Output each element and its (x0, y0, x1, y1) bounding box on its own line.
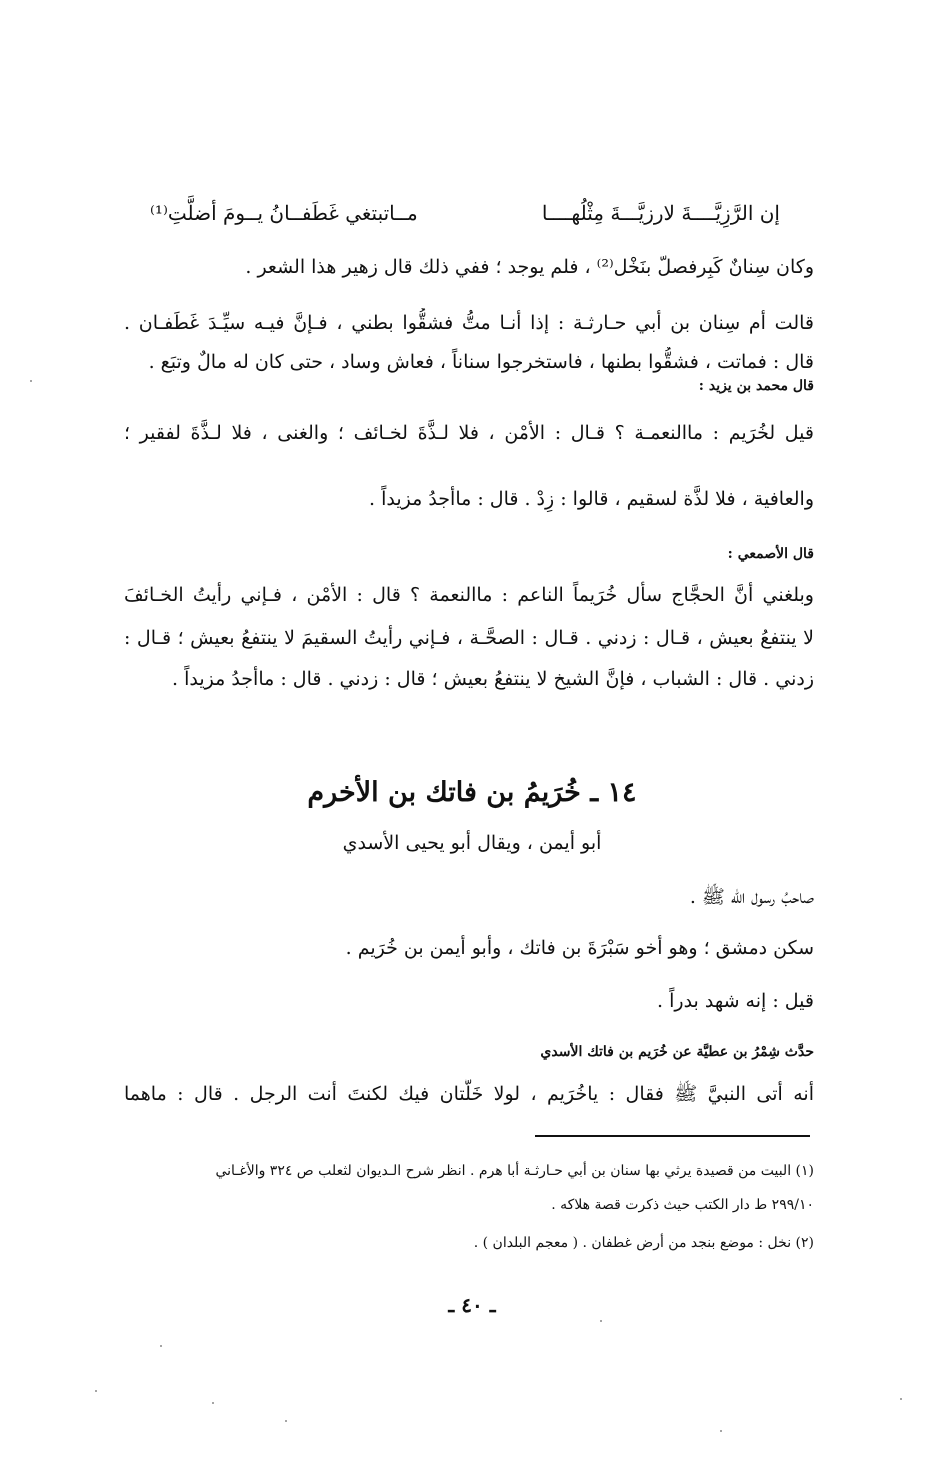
paragraph-line: لا ينتفعُ بعيش ، قـال : زدني . قـال : الصحَّـة ، فـإني رأيتُ السقيمَ لا ينتفعُ بعيش ؛ قـال : (124, 627, 814, 649)
section-subtitle: أبو أيمن ، ويقال أبو يحيى الأسدي (342, 832, 602, 854)
paragraph-line: والعافية ، فلا لذَّة لسقيم ، قالوا : زِدْ . قال : ماأجدُ مزيداً . (369, 488, 814, 510)
paragraph-line: قيل لخُرَيم : ماالنعمـة ؟ قـال : الأمْن ، فلا لـذَّةَ لخـائف ؛ والغنى ، فلا لـذَّةَ لفقير ؛ (124, 422, 814, 444)
paragraph-line: وبلغني أنَّ الحجَّاج سأل خُرَيماً الناعم : ماالنعمة ؟ قال : الأمْن ، فـإني رأيتُ الخـائفَ (124, 584, 814, 606)
section-line: سكن دمشق ؛ وهو أخو سَبْرَةَ بن فاتك ، وأبو أيمن بن خُرَيم . (345, 937, 814, 959)
paragraph-line: زدني . قال : الشباب ، فإنَّ الشيخ لا ينتفعُ بعيش ؛ قال : زدني . قال : ماأجدُ مزيداً . (172, 668, 814, 690)
section-title: ١٤ ـ خُرَيمُ بن فاتك بن الأخرم (307, 777, 637, 808)
section-line: صاحبُ رسول الله ﷺ . (689, 886, 814, 908)
narrator-label: قال الأصمعي : (727, 546, 814, 562)
footnote-line: (٢) نخل : موضع بنجد من أرض غطفان . ( معجم البلدان ) . (473, 1235, 814, 1251)
section-line: قيل : إنه شهد بدراً . (657, 990, 814, 1012)
paragraph-line: قالت أم سِنان بن أبي حـارثـة : إذا أنـا متُّ فشقُّوا بطني ، فـإنَّ فيـه سيِّـدَ غَطَفـان . (124, 312, 814, 334)
section-line: أنه أتى النبيَّ ﷺ فقال : ياخُرَيم ، لولا خَلَّتان فيك لكنتَ أنت الرجل . قال : ماهما (124, 1083, 814, 1105)
footnote-separator (535, 1135, 810, 1137)
footnote-line: (١) البيت من قصيدة يرثي بها سنان بن أبي حـارثـة أبا هرم . انظر شرح الـديوان لثعلب ص ٣٢٤ والأغـاني (215, 1163, 814, 1179)
verse-second-hemistich: مــاتبتغي غَطَفــانُ يــومَ أضلَّتِ⁽¹⁾ (150, 201, 418, 225)
narrator-label: قال محمد بن يزيد : (698, 378, 814, 394)
paragraph-line: وكان سِنانٌ كَبِرفصلّ بنَخْل⁽²⁾ ، فلم يوجد ؛ ففي ذلك قال زهير هذا الشعر . (245, 256, 814, 278)
paragraph-line: قال : فماتت ، فشقُّوا بطنها ، فاستخرجوا سناناً ، فعاش وساد ، حتى كان له مالٌ وتبَع . (148, 351, 814, 373)
hadith-chain: حدَّث شِمْرُ بن عطيَّة عن خُرَيم بن فاتك الأسدي (540, 1044, 814, 1060)
footnote-line: ٢٩٩/١٠ ط دار الكتب حيث ذكرت قصة هلاكه . (551, 1197, 814, 1213)
poem-verse (150, 195, 780, 231)
verse-first-hemistich: إن الرَّزِيَّــــةَ لارزيَّـــةَ مِثْلُهــــا (541, 201, 780, 225)
page-number: ـ ٤٠ ـ (448, 1293, 496, 1317)
